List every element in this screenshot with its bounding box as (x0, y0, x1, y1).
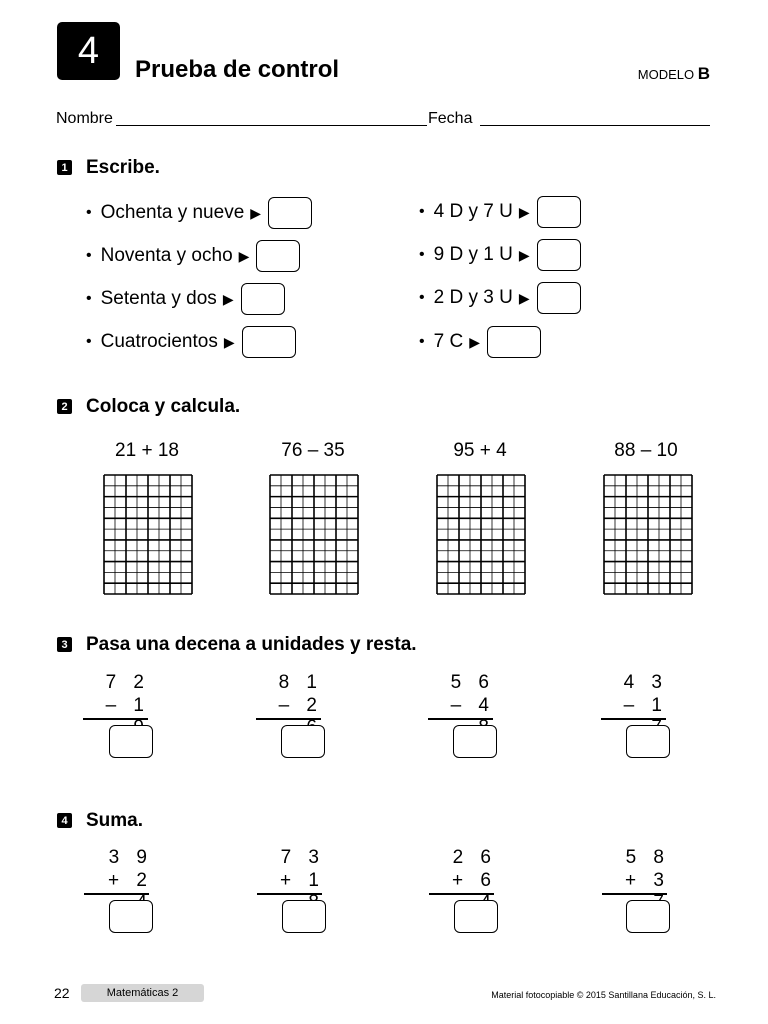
subtrahend: – 4 (450, 695, 495, 716)
arrow-right-icon: ▶ (223, 333, 235, 350)
exercise-4-title: Suma. (86, 810, 144, 831)
answer-box[interactable] (109, 725, 153, 758)
unit-number-badge: 4 (57, 22, 120, 80)
operation-label: 21 + 18 (115, 440, 179, 461)
nombre-field[interactable] (116, 125, 427, 126)
ex1-right-item: • 9 D y 1 U ▶ (419, 239, 581, 271)
operation-line (84, 893, 149, 895)
operation-line (601, 718, 666, 720)
calculation-grid[interactable] (436, 474, 526, 595)
calculation-grid[interactable] (103, 474, 193, 595)
item-text: Noventa y ocho (100, 245, 233, 266)
answer-box[interactable] (537, 196, 581, 228)
answer-box[interactable] (256, 240, 300, 272)
addend-bottom: + 1 (280, 870, 325, 891)
answer-box[interactable] (537, 239, 581, 271)
item-text: 4 D y 7 U (433, 201, 513, 222)
operation-label: 88 – 10 (614, 440, 678, 461)
addend-top: 5 8 (625, 847, 670, 868)
item-text: Cuatrocientos (100, 331, 218, 352)
page-title: Prueba de control (135, 56, 340, 83)
fecha-field[interactable] (480, 125, 710, 126)
ex1-right-item: • 4 D y 7 U ▶ (419, 196, 581, 228)
answer-box[interactable] (109, 900, 153, 933)
exercise-3-number: 3 (57, 637, 72, 652)
arrow-right-icon: ▶ (469, 333, 480, 350)
subtrahend: – 2 (278, 695, 323, 716)
subtrahend: – 1 (105, 695, 150, 716)
subtrahend: – 1 (623, 695, 668, 716)
calculation-grid[interactable] (603, 474, 693, 595)
exercise-1-number: 1 (57, 160, 72, 175)
modelo-label: MODELO (637, 67, 695, 82)
item-text: Setenta y dos (100, 288, 217, 309)
exercise-2-title: Coloca y calcula. (86, 396, 241, 417)
ex1-left-item: • Setenta y dos ▶ (86, 283, 285, 315)
modelo-indicator (638, 64, 710, 84)
operation-label: 76 – 35 (281, 440, 345, 461)
arrow-right-icon: ▶ (238, 247, 250, 264)
item-text: Ochenta y nueve (100, 202, 245, 223)
minuend: 4 3 (623, 672, 668, 693)
addend-bottom: + 6 (452, 870, 497, 891)
answer-box[interactable] (242, 326, 296, 358)
minuend: 5 6 (450, 672, 495, 693)
ex1-right-item: • 2 D y 3 U ▶ (419, 282, 581, 314)
ex1-right-item: • 7 C ▶ (419, 326, 541, 358)
addend-bottom: + 2 (108, 870, 153, 891)
ex1-left-item: • Ochenta y nueve ▶ (86, 197, 312, 229)
arrow-right-icon: ▶ (518, 289, 530, 306)
item-text: 2 D y 3 U (433, 287, 513, 308)
addend-top: 3 9 (108, 847, 153, 868)
answer-box[interactable] (626, 725, 670, 758)
answer-box[interactable] (626, 900, 670, 933)
item-text: 7 C (433, 331, 464, 352)
operation-line (602, 893, 667, 895)
addend-bottom: + 3 (625, 870, 670, 891)
copyright-notice: Material fotocopiable © 2015 Santillana Educación, S. L. (491, 990, 716, 1000)
nombre-label: Nombre (56, 110, 113, 127)
answer-box[interactable] (268, 197, 312, 229)
operation-line (429, 893, 494, 895)
exercise-2-number: 2 (57, 399, 72, 414)
exercise-1-title: Escribe. (86, 157, 160, 178)
operation-line (256, 718, 321, 720)
minuend: 7 2 (105, 672, 150, 693)
minuend: 8 1 (278, 672, 323, 693)
arrow-right-icon: ▶ (222, 290, 234, 307)
item-text: 9 D y 1 U (433, 244, 513, 265)
answer-box[interactable] (537, 282, 581, 314)
answer-box[interactable] (281, 725, 325, 758)
ex1-left-item: • Noventa y ocho ▶ (86, 240, 300, 272)
page-number: 22 (54, 985, 70, 1001)
addend-top: 7 3 (280, 847, 325, 868)
answer-box[interactable] (454, 900, 498, 933)
operation-line (257, 893, 322, 895)
addend-top: 2 6 (452, 847, 497, 868)
answer-box[interactable] (282, 900, 326, 933)
exercise-4-number: 4 (57, 813, 72, 828)
exercise-3-title: Pasa una decena a unidades y resta. (86, 634, 417, 655)
operation-label: 95 + 4 (453, 440, 507, 461)
operation-line (428, 718, 493, 720)
answer-box[interactable] (241, 283, 285, 315)
ex1-left-item: • Cuatrocientos ▶ (86, 326, 296, 358)
arrow-right-icon: ▶ (518, 246, 530, 263)
answer-box[interactable] (453, 725, 497, 758)
arrow-right-icon: ▶ (518, 203, 530, 220)
calculation-grid[interactable] (269, 474, 359, 595)
fecha-label: Fecha (428, 110, 473, 127)
arrow-right-icon: ▶ (250, 204, 262, 221)
answer-box[interactable] (487, 326, 541, 358)
book-title-tag: Matemáticas 2 (81, 984, 204, 1002)
modelo-value: B (697, 64, 710, 83)
operation-line (83, 718, 148, 720)
